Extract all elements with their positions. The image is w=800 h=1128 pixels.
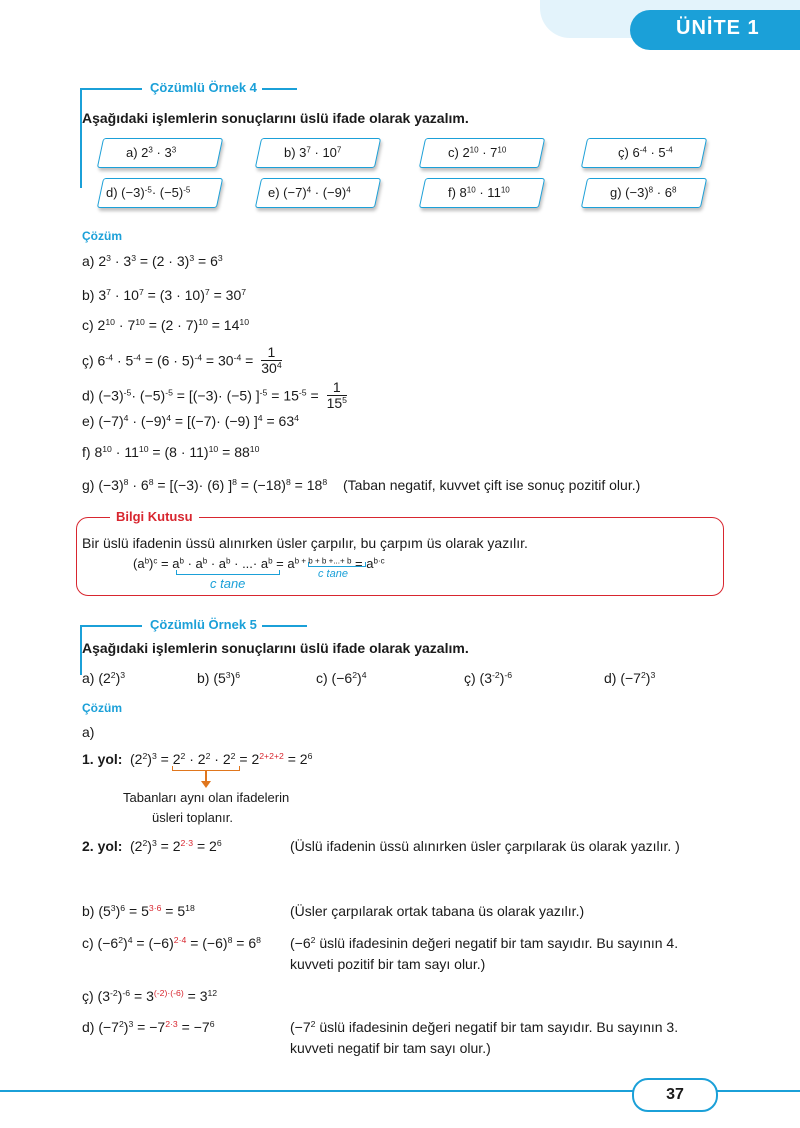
pill-c-text: c) $2^{10} \cdot 7^{10}$: [448, 145, 507, 160]
ex5-yol2-label: 2. yol:: [82, 838, 123, 854]
example4-title: Çözümlü Örnek 4: [150, 80, 257, 95]
ex5-item-cc: ç) $(3^{-2})^{-6}$: [464, 670, 513, 686]
pill-b-text: b) $3^7 \cdot 10^7$: [284, 145, 342, 160]
ex5-item-c: c) $(-6^2)^4$: [316, 670, 367, 686]
ex5-d-note-line1: ($-7^2$ üslü ifadesinin değeri negatif bir tam sayıdır. Bu sayının 3.: [290, 1019, 679, 1035]
pill-d-text: d) $(-3)^{-5}\cdot (-5)^{-5}$: [106, 185, 191, 200]
pill-f-text: f) $8^{10} \cdot 11^{10}$: [448, 185, 510, 200]
example4-left-bracket: [80, 88, 82, 188]
ex5-yol1-expr: $(2^2)^3 = 2^2 \cdot 2^2 \cdot 2^2 = 2^{2+2+2} = 2^6$: [130, 751, 313, 767]
solution-g: g) $(-3)^8 \cdot 6^8 = [(-3)\cdot (6) ]^8 = (-18)^8 = 18^8$: [82, 477, 328, 493]
solution-g-note: (Taban negatif, kuvvet çift ise sonuç pozitif olur.): [343, 477, 641, 493]
ex5-yol2-note: (Üslü ifadenin üssü alınırken üsler çarpılarak üs olarak yazılır. ): [290, 838, 680, 854]
example4-prompt: Aşağıdaki işlemlerin sonuçlarını üslü ifade olarak yazalım.: [82, 110, 469, 126]
ex5-b-note: (Üsler çarpılarak ortak tabana üs olarak yazılır.): [290, 903, 585, 919]
example5-title-line-left: [80, 625, 142, 627]
pill-e-text: e) $(-7)^4 \cdot (-9)^4$: [268, 185, 351, 200]
ex5-yol1-label: 1. yol:: [82, 751, 123, 767]
ex5-c-note-line1: ($-6^2$ üslü ifadesinin değeri negatif bir tam sayıdır. Bu sayının 4.: [290, 935, 679, 951]
ex5-b-solution: b) $(5^3)^6 = 5^{3\cdot 6} = 5^{18}$: [82, 903, 195, 919]
solution-cc: ç) $6^{-4} \cdot 5^{-4} = (6 \cdot 5)^{-4} = 30^{-4}$ = $\frac{1}{30^4}$: [82, 344, 282, 376]
ex5-item-a: a) $(2^2)^3$: [82, 670, 126, 686]
example5-title: Çözümlü Örnek 5: [150, 617, 257, 632]
example4-solution-label: Çözüm: [82, 229, 122, 243]
info-title: Bilgi Kutusu: [110, 509, 199, 524]
example4-title-line-right: [262, 88, 297, 90]
solution-b: b) $3^7 \cdot 10^7 = (3 \cdot 10)^7 = 30^7$: [82, 287, 247, 303]
pill-cc-text: ç) $6^{-4} \cdot 5^{-4}$: [618, 145, 673, 160]
solution-e: e) $(-7)^4 \cdot (-9)^4 = [(-7)\cdot (-9) ]^4 = 63^4$: [82, 413, 299, 429]
ex5-a-label: a): [82, 724, 95, 740]
info-brace-1-label: c tane: [210, 576, 246, 591]
unit-label: ÜNİTE 1: [676, 17, 760, 39]
ex5-c-solution: c) $(-6^2)^4 = (-6)^{2\cdot 4} = (-6)^8 = 6^8$: [82, 935, 261, 951]
example4-title-line-left: [80, 88, 142, 90]
pill-a-text: a) $2^3 \cdot 3^3$: [126, 145, 177, 160]
solution-f: f) $8^{10} \cdot 11^{10} = (8 \cdot 11)^{10} = 88^{10}$: [82, 444, 260, 460]
solution-a: a) $2^3 \cdot 3^3 = (2 \cdot 3)^3 = 6^3$: [82, 253, 223, 269]
ex5-c-note-line2: kuvveti pozitif bir tam sayı olur.): [290, 956, 486, 972]
info-brace-1: [176, 570, 280, 575]
ex5-cc-solution: ç) $(3^{-2})^{-6} = 3^{(-2)\cdot(-6)} = 3^{12}$: [82, 988, 218, 1004]
ex5-item-b: b) $(5^3)^6$: [197, 670, 241, 686]
info-text: Bir üslü ifadenin üssü alınırken üsler çarpılır, bu çarpım üs olarak yazılır.: [82, 535, 528, 551]
info-formula: $(a^b)^c = a^b \cdot a^b \cdot a^b$ · ...· $a^b = a^{b + b + b +...+ b} = a^{b\cdot c}$: [133, 556, 385, 571]
info-brace-2-label: c tane: [318, 568, 348, 580]
ex5-d-note-line2: kuvveti negatif bir tam sayı olur.): [290, 1040, 491, 1056]
pill-g-text: g) $(-3)^8 \cdot 6^8$: [610, 185, 677, 200]
page-number: 37: [632, 1078, 718, 1112]
example5-title-line-right: [262, 625, 307, 627]
ex5-arrow-head: [201, 781, 211, 788]
ex5-d-solution: d) $(-7^2)^3 = -7^{2\cdot 3} = -7^6$: [82, 1019, 215, 1035]
solution-d: d) $(-3)^{-5}\cdot (-5)^{-5} = [(-3)\cdot (-5) ]^{-5} = 15^{-5}$ = $\frac{1}{15^5}$: [82, 379, 347, 411]
info-brace-2: [308, 562, 366, 567]
ex5-yol2-expr: $(2^2)^3 = 2^{2\cdot 3} = 2^6$: [130, 838, 222, 854]
example5-solution-label: Çözüm: [82, 701, 122, 715]
ex5-item-d: d) $(-7^2)^3$: [604, 670, 656, 686]
solution-c: c) $2^{10} \cdot 7^{10} = (2 \cdot 7)^{10} = 14^{10}$: [82, 317, 250, 333]
ex5-arrow-note-2: üsleri toplanır.: [152, 810, 233, 825]
ex5-arrow-note-1: Tabanları aynı olan ifadelerin: [123, 790, 290, 805]
example5-prompt: Aşağıdaki işlemlerin sonuçlarını üslü ifade olarak yazalım.: [82, 640, 469, 656]
